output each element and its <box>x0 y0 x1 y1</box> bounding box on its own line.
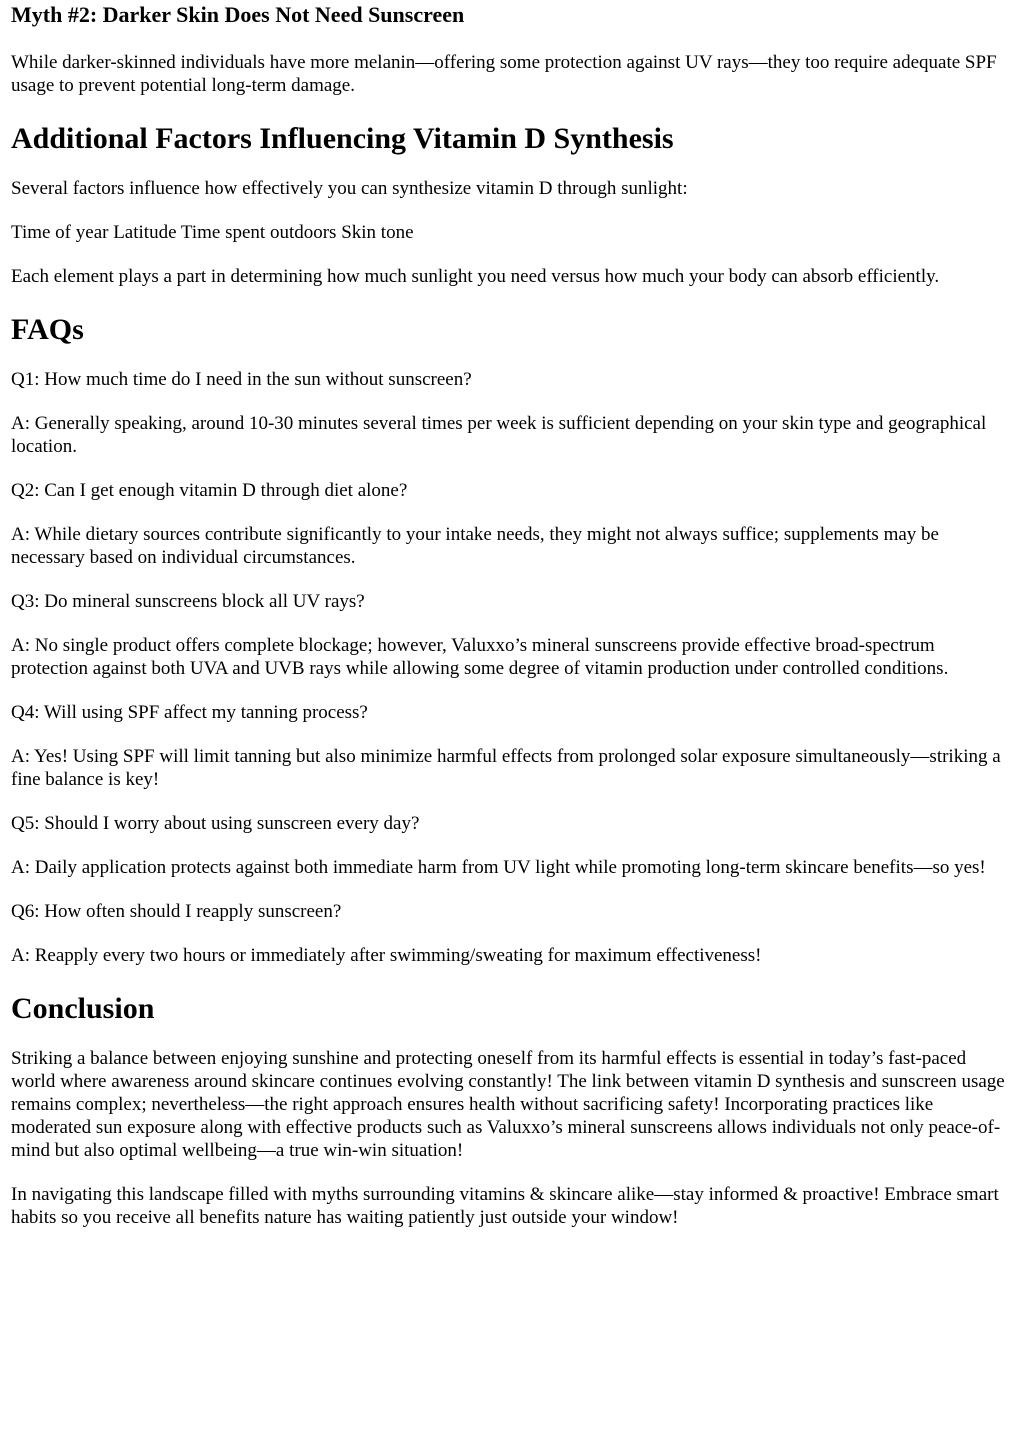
faq-answer: A: Generally speaking, around 10-30 minutes several times per week is sufficient depending on your skin type and geographical location. <box>11 413 987 457</box>
factors-outro: Each element plays a part in determining how much sunlight you need versus how much your body can absorb efficiently. <box>11 266 940 287</box>
conclusion-heading: Conclusion <box>11 992 155 1025</box>
myth-2-heading: Myth #2: Darker Skin Does Not Need Sunscreen <box>11 2 465 27</box>
faq-question: Q4: Will using SPF affect my tanning process? <box>11 702 368 723</box>
myth-2-paragraph: While darker-skinned individuals have more melanin—offering some protection against UV rays—they too require adequate SPF usage to prevent potential long-term damage. <box>11 52 997 96</box>
faq-question: Q1: How much time do I need in the sun without sunscreen? <box>11 369 472 390</box>
faq-question: Q3: Do mineral sunscreens block all UV rays? <box>11 591 365 612</box>
factors-heading: Additional Factors Influencing Vitamin D Synthesis <box>11 122 674 155</box>
faq-answer: A: While dietary sources contribute significantly to your intake needs, they might not always suffice; supplements may be necessary based on individual circumstances. <box>11 524 939 568</box>
factors-list: Time of year Latitude Time spent outdoors Skin tone <box>11 222 414 243</box>
faq-answer: A: Daily application protects against both immediate harm from UV light while promoting long-term skincare benefits—so yes! <box>11 857 986 878</box>
conclusion-paragraph-1: Striking a balance between enjoying sunshine and protecting oneself from its harmful effects is essential in today’s fast-paced world where awareness around skincare continues evolving constantly! The link between vitamin D synthesis and sunscreen usage remains complex; nevertheless—the right approach ensures health without sacrificing safety! Incorporating practices like moderated sun exposure along with effective products such as Valuxxo’s mineral sunscreens allows individuals not only peace-of-mind but also optimal wellbeing—a true win-win situation! <box>11 1048 1005 1161</box>
faq-answer: A: Reapply every two hours or immediately after swimming/sweating for maximum effectiveness! <box>11 945 762 966</box>
factors-intro: Several factors influence how effectively you can synthesize vitamin D through sunlight: <box>11 178 688 199</box>
faq-question: Q5: Should I worry about using sunscreen every day? <box>11 813 420 834</box>
conclusion-paragraph-2: In navigating this landscape filled with myths surrounding vitamins & skincare alike—stay informed & proactive! Embrace smart habits so you receive all benefits nature has waiting patiently just outside your window! <box>11 1184 999 1228</box>
faq-question: Q6: How often should I reapply sunscreen? <box>11 901 342 922</box>
faq-answer: A: Yes! Using SPF will limit tanning but also minimize harmful effects from prolonged solar exposure simultaneously—striking a fine balance is key! <box>11 746 1001 790</box>
faq-answer: A: No single product offers complete blockage; however, Valuxxo’s mineral sunscreens provide effective broad-spectrum protection against both UVA and UVB rays while allowing some degree of vitamin production under controlled conditions. <box>11 635 949 679</box>
faqs-heading: FAQs <box>11 313 84 346</box>
article-body <box>0 2 1024 1229</box>
faq-question: Q2: Can I get enough vitamin D through diet alone? <box>11 480 408 501</box>
